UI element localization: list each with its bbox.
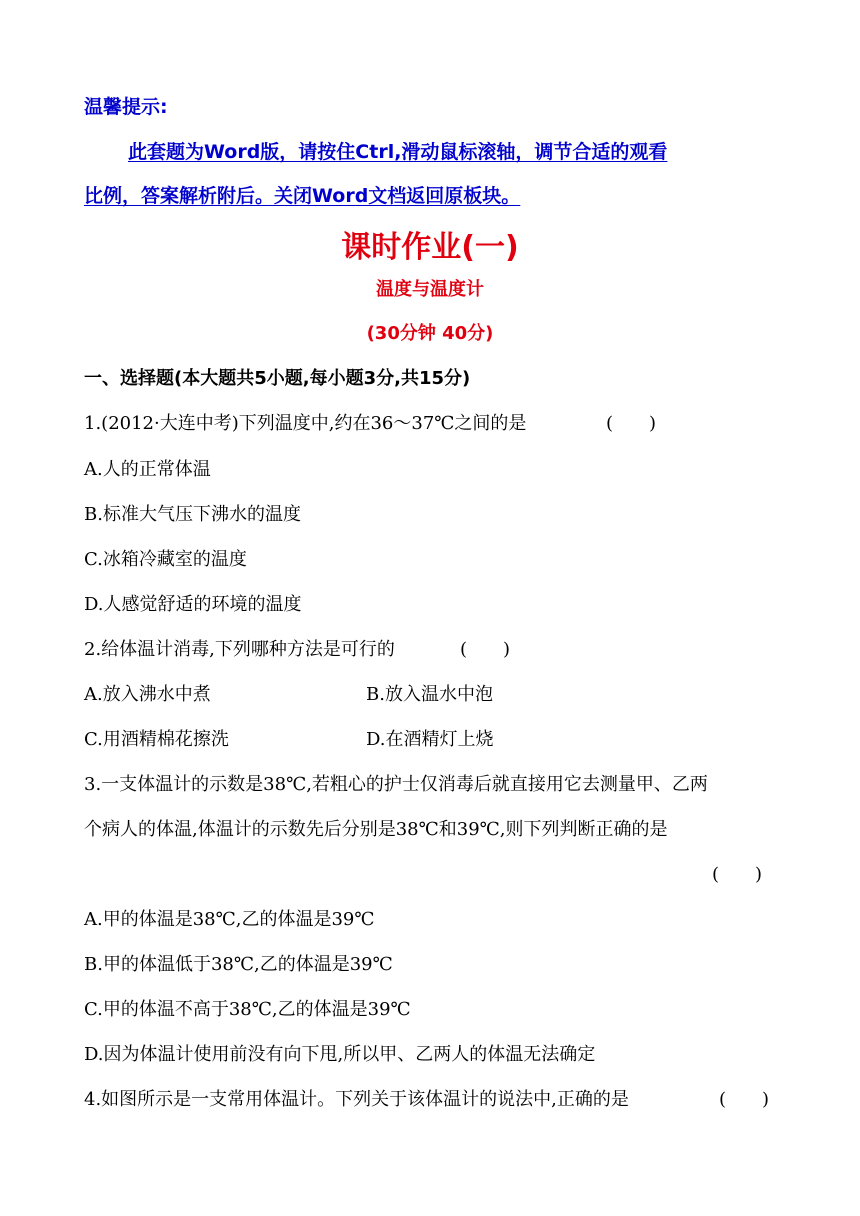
question-3-stem-line-1: 3.一支体温计的示数是38℃,若粗心的护士仅消毒后就直接用它去测量甲、乙两 bbox=[84, 774, 708, 795]
question-3-option-a: A.甲的体温是38℃,乙的体温是39℃ bbox=[84, 909, 375, 930]
question-2-option-d: D.在酒精灯上烧 bbox=[366, 729, 494, 750]
notice-title: 温馨提示: bbox=[84, 96, 168, 118]
question-3-option-b: B.甲的体温低于38℃,乙的体温是39℃ bbox=[84, 954, 393, 975]
question-2-option-a: A.放入沸水中煮 bbox=[84, 684, 211, 705]
question-1-stem: 1.(2012·大连中考)下列温度中,约在36～37℃之间的是 bbox=[84, 413, 527, 434]
question-1-option-a: A.人的正常体温 bbox=[84, 459, 211, 480]
question-2-stem: 2.给体温计消毒,下列哪种方法是可行的 bbox=[84, 639, 395, 660]
question-3-option-c: C.甲的体温不高于38℃,乙的体温是39℃ bbox=[84, 999, 411, 1020]
question-2-option-c: C.用酒精棉花擦洗 bbox=[84, 729, 229, 750]
question-1-option-c: C.冰箱冷藏室的温度 bbox=[84, 549, 247, 570]
question-2-answer-blank: ( ) bbox=[460, 639, 511, 660]
question-2-option-b: B.放入温水中泡 bbox=[366, 684, 493, 705]
notice-line-2[interactable]: 比例，答案解析附后。关闭Word文档返回原板块。 bbox=[84, 185, 521, 207]
time-limit: (30分钟 40分) bbox=[366, 323, 494, 344]
question-1-option-b: B.标准大气压下沸水的温度 bbox=[84, 504, 301, 525]
question-4-stem: 4.如图所示是一支常用体温计。下列关于该体温计的说法中,正确的是 bbox=[84, 1089, 629, 1110]
notice-link[interactable] bbox=[84, 130, 784, 218]
question-1-answer-blank: ( ) bbox=[606, 413, 657, 434]
question-3-option-d: D.因为体温计使用前没有向下甩,所以甲、乙两人的体温无法确定 bbox=[84, 1044, 596, 1065]
question-4-answer-blank: ( ) bbox=[719, 1089, 770, 1110]
question-3-stem-line-2: 个病人的体温,体温计的示数先后分别是38℃和39℃,则下列判断正确的是 bbox=[84, 819, 668, 840]
question-3-answer-blank: ( ) bbox=[712, 864, 763, 885]
page-title: 课时作业(一) bbox=[341, 230, 519, 265]
page-subtitle: 温度与温度计 bbox=[376, 279, 484, 300]
notice-line-1[interactable]: 此套题为Word版，请按住Ctrl,滑动鼠标滚轴，调节合适的观看 bbox=[128, 141, 668, 163]
section-heading: 一、选择题(本大题共5小题,每小题3分,共15分) bbox=[84, 368, 471, 389]
question-1-option-d: D.人感觉舒适的环境的温度 bbox=[84, 594, 302, 615]
